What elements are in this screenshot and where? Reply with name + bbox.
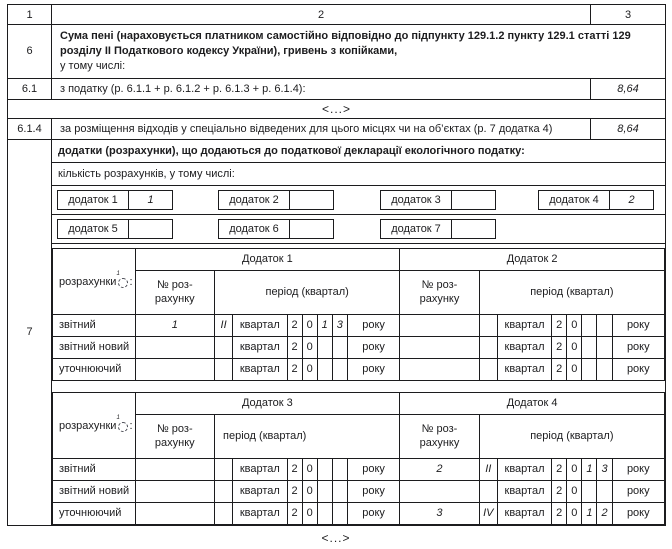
year-word: року — [347, 458, 399, 480]
calc1-row-zvitnyi — [53, 314, 665, 336]
main-form-table — [7, 4, 666, 526]
row-6-1-text: з податку (р. 6.1.1 + р. 6.1.2 + р. 6.1.3 + р. 6.1.4): — [52, 78, 591, 99]
row-6-number: 6 — [8, 25, 52, 79]
year-digit: 0 — [567, 480, 582, 502]
year-digit — [582, 314, 597, 336]
annex-4-label: додаток 4 — [538, 190, 610, 210]
calc1-annex2-title: Додаток 2 — [400, 248, 665, 270]
row-type-label: звітний — [53, 458, 136, 480]
annex-4-count-box — [538, 190, 654, 210]
quarter-word: квартал — [233, 336, 287, 358]
row-6-1-number: 6.1 — [8, 78, 52, 99]
table-spacer — [52, 381, 665, 392]
calc2-corner-cell — [53, 392, 136, 458]
annex-5-label: додаток 5 — [57, 219, 129, 239]
year-digit — [317, 480, 332, 502]
year-digit: 2 — [287, 480, 302, 502]
year-digit: 2 — [287, 336, 302, 358]
footnote-circle-icon — [116, 270, 129, 287]
year-word: року — [612, 336, 664, 358]
footnote-mark: 1 — [116, 270, 120, 277]
year-digit — [582, 336, 597, 358]
calc2-label: розрахунки — [59, 419, 117, 432]
year-digit — [317, 336, 332, 358]
annex-1-label: додаток 1 — [57, 190, 129, 210]
row-6-1-4-number: 6.1.4 — [8, 118, 52, 139]
year-digit — [332, 358, 347, 380]
year-digit: 0 — [567, 502, 582, 524]
calc1-row-zvitnyi-novyi — [53, 336, 665, 358]
year-digit — [597, 336, 612, 358]
calc2-row-utochniuiuchyi — [53, 502, 665, 524]
row-type-label: уточнюючий — [53, 502, 136, 524]
year-digit — [317, 358, 332, 380]
year-digit: 0 — [302, 314, 317, 336]
annex-7-label: додаток 7 — [380, 219, 452, 239]
year-digit — [332, 336, 347, 358]
year-digit — [332, 502, 347, 524]
year-word: року — [612, 314, 664, 336]
quarter-word: квартал — [233, 458, 287, 480]
quarter-word: квартал — [497, 502, 551, 524]
year-digit — [582, 358, 597, 380]
quarter-word: квартал — [233, 358, 287, 380]
annex-1-count-box — [57, 190, 173, 210]
annex-2-count — [290, 190, 334, 210]
quarter-word: квартал — [233, 502, 287, 524]
calc1-corner-cell — [53, 248, 136, 314]
year-word: року — [612, 480, 664, 502]
year-digit: 2 — [552, 358, 567, 380]
ellipsis-row-top — [8, 99, 666, 118]
quarter-roman-cell — [479, 314, 497, 336]
row-type-label: уточнюючий — [53, 358, 136, 380]
quarter-word: квартал — [233, 480, 287, 502]
calc-number-cell — [135, 336, 215, 358]
footnote-mark: 1 — [116, 414, 120, 421]
annex-3-label: додаток 3 — [380, 190, 452, 210]
calc2-label-colon: : — [129, 419, 133, 432]
year-digit: 0 — [302, 358, 317, 380]
col-header-3: 3 — [591, 5, 666, 25]
year-digit: 2 — [552, 336, 567, 358]
quarter-roman-cell — [215, 336, 233, 358]
year-digit — [597, 314, 612, 336]
year-word: року — [612, 502, 664, 524]
quarter-roman-cell: II — [479, 458, 497, 480]
calc-number-cell: 3 — [400, 502, 480, 524]
calc-table-annex-3-4 — [52, 392, 665, 525]
annex-count-row-2 — [52, 215, 665, 244]
calc1-subheaders-row — [53, 270, 665, 314]
footnote-circle-icon — [116, 414, 129, 431]
year-digit: 2 — [287, 502, 302, 524]
year-digit: 2 — [597, 502, 612, 524]
calc1-a1-num-header: № роз- рахунку — [135, 270, 215, 314]
year-digit — [332, 458, 347, 480]
quarter-roman-cell — [479, 358, 497, 380]
calc2-row-zvitnyi — [53, 458, 665, 480]
calc2-annex4-title: Додаток 4 — [400, 392, 665, 414]
year-digit — [317, 502, 332, 524]
year-digit: 3 — [597, 458, 612, 480]
row-6-1 — [8, 78, 666, 99]
row-type-label: звітний — [53, 314, 136, 336]
quarter-word: квартал — [233, 314, 287, 336]
row-type-label: звітний новий — [53, 480, 136, 502]
annex-5-count — [129, 219, 173, 239]
year-word: року — [347, 502, 399, 524]
annex-1-count: 1 — [129, 190, 173, 210]
quarter-roman-cell — [215, 358, 233, 380]
quarter-word: квартал — [497, 480, 551, 502]
calc2-row-zvitnyi-novyi — [53, 480, 665, 502]
row-6 — [8, 25, 666, 79]
annex-3-count — [452, 190, 496, 210]
year-word: року — [347, 336, 399, 358]
row-type-label: звітний новий — [53, 336, 136, 358]
year-digit — [582, 480, 597, 502]
annex-6-label: додаток 6 — [218, 219, 290, 239]
year-digit — [317, 458, 332, 480]
row-6-1-4-text: за розміщення відходів у спеціально відведених для цього місцях чи на об’єктах (р. 7 додатка 4) — [52, 118, 591, 139]
row-7 — [8, 139, 666, 525]
quarter-word: квартал — [497, 358, 551, 380]
calc1-annex1-title: Додаток 1 — [135, 248, 400, 270]
calc-number-cell — [400, 336, 480, 358]
year-digit: 2 — [552, 502, 567, 524]
quarter-word: квартал — [497, 336, 551, 358]
calc-number-cell: 2 — [400, 458, 480, 480]
year-word: року — [347, 480, 399, 502]
year-digit — [597, 358, 612, 380]
calc-number-cell — [400, 480, 480, 502]
quarter-roman-cell: II — [215, 314, 233, 336]
calc-number-cell — [135, 502, 215, 524]
quarter-roman-cell — [479, 336, 497, 358]
calc-number-cell: 1 — [135, 314, 215, 336]
row-6-1-4-value: 8,64 — [591, 118, 666, 139]
row-7-number: 7 — [8, 139, 52, 525]
annex-6-count-box — [218, 219, 334, 239]
calc-number-cell — [135, 358, 215, 380]
year-word: року — [612, 458, 664, 480]
column-numbers-row — [8, 5, 666, 25]
row-6-1-4 — [8, 118, 666, 139]
year-digit: 2 — [287, 458, 302, 480]
calc2-subheaders-row — [53, 414, 665, 458]
row-6-normal-text: у тому числі: — [60, 59, 126, 72]
annex-6-count — [290, 219, 334, 239]
calc-number-cell — [400, 358, 480, 380]
calc2-a4-period-header: період (квартал) — [479, 414, 664, 458]
year-digit: 0 — [302, 458, 317, 480]
year-digit: 2 — [287, 314, 302, 336]
calc1-label: розрахунки — [59, 275, 117, 288]
quarter-roman-cell — [215, 480, 233, 502]
calc-number-cell — [135, 480, 215, 502]
calc2-a3-num-header: № роз- рахунку — [135, 414, 215, 458]
year-word: року — [347, 314, 399, 336]
calc2-a4-num-header: № роз- рахунку — [400, 414, 480, 458]
year-word: року — [612, 358, 664, 380]
year-digit: 2 — [552, 314, 567, 336]
quarter-roman-cell — [215, 502, 233, 524]
quarter-roman-cell: IV — [479, 502, 497, 524]
row-6-bold-text: Сума пені (нараховується платником самостійно відповідно до підпункту 129.1.2 пункту 129.1 статті 129 розділу ІІ Податкового кодексу України), гривень з копійками, — [60, 30, 631, 57]
year-digit: 0 — [302, 480, 317, 502]
calc1-a2-period-header: період (квартал) — [479, 270, 664, 314]
ellipsis-top-text: <...> — [8, 99, 666, 118]
annex-2-count-box — [218, 190, 334, 210]
ellipsis-bottom-text: <...> — [321, 530, 351, 545]
year-digit — [332, 480, 347, 502]
calc1-label-colon: : — [129, 275, 133, 288]
year-digit: 3 — [332, 314, 347, 336]
calc1-a2-num-header: № роз- рахунку — [400, 270, 480, 314]
calc-number-cell — [135, 458, 215, 480]
row-6-text-cell — [52, 25, 666, 79]
calc-number-cell — [400, 314, 480, 336]
col-header-1: 1 — [8, 5, 52, 25]
year-digit: 1 — [582, 502, 597, 524]
year-digit: 0 — [302, 502, 317, 524]
year-digit: 2 — [552, 458, 567, 480]
annex-count-row-1 — [52, 186, 665, 215]
annexes-subtitle: кількість розрахунків, у тому числі: — [52, 163, 665, 186]
year-digit: 1 — [582, 458, 597, 480]
calc-table-annex-1-2 — [52, 248, 665, 381]
quarter-roman-cell — [215, 458, 233, 480]
calc1-row-utochniuiuchyi — [53, 358, 665, 380]
year-digit: 2 — [287, 358, 302, 380]
annex-2-label: додаток 2 — [218, 190, 290, 210]
annex-3-count-box — [380, 190, 496, 210]
quarter-word: квартал — [497, 314, 551, 336]
calc2-a3-period-header: період (квартал) — [215, 414, 400, 458]
year-digit: 1 — [317, 314, 332, 336]
calc2-annex-titles-row — [53, 392, 665, 414]
year-digit — [597, 480, 612, 502]
annexes-title: додатки (розрахунки), що додаються до податкової декларації екологічного податку: — [52, 140, 665, 163]
col-header-2: 2 — [52, 5, 591, 25]
year-word: року — [347, 358, 399, 380]
quarter-roman-cell — [479, 480, 497, 502]
annex-4-count: 2 — [610, 190, 654, 210]
tax-declaration-form — [7, 4, 665, 545]
annex-7-count-box — [380, 219, 496, 239]
annex-7-count — [452, 219, 496, 239]
year-digit: 0 — [567, 458, 582, 480]
annexes-section — [52, 139, 666, 525]
calc1-a1-period-header: період (квартал) — [215, 270, 400, 314]
year-digit: 0 — [567, 358, 582, 380]
year-digit: 0 — [302, 336, 317, 358]
quarter-word: квартал — [497, 458, 551, 480]
calc2-annex3-title: Додаток 3 — [135, 392, 400, 414]
calc1-annex-titles-row — [53, 248, 665, 270]
year-digit: 0 — [567, 314, 582, 336]
annex-5-count-box — [57, 219, 173, 239]
year-digit: 0 — [567, 336, 582, 358]
year-digit: 2 — [552, 480, 567, 502]
row-6-1-value: 8,64 — [591, 78, 666, 99]
